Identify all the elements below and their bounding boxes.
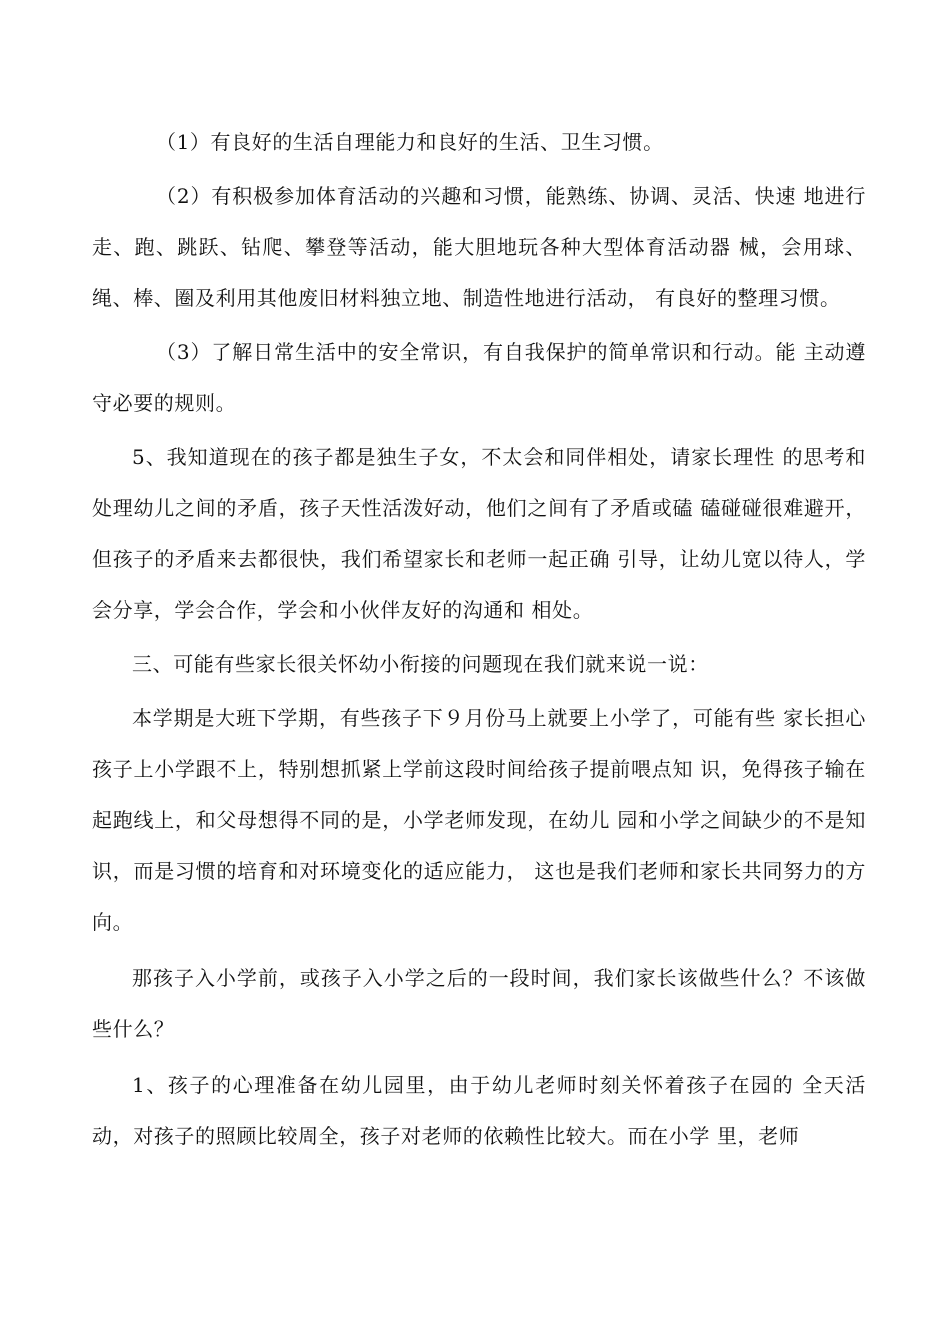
paragraph-8: 1、孩子的心理准备在幼儿园里，由于幼儿老师时刻关怀着孩子在园的 全天活动，对孩子的照顾比较周全，孩子对老师的依赖性比较大。而在小学 里，老师 (92, 1073, 866, 1148)
paragraph-7: 那孩子入小学前，或孩子入小学之后的一段时间，我们家长该做些什么？不该做些什么？ (92, 966, 866, 1041)
paragraph-6: 本学期是大班下学期，有些孩子下９月份马上就要上小学了，可能有些 家长担心孩子上小学跟不上，特别想抓紧上学前这段时间给孩子提前喂点知 识，免得孩子输在起跑线上，和父母想得不同的是，小学老师发现，在幼儿 园和小学之间缺少的不是知识，而是习惯的培育和对环境变化的适应能力， 这也是我们老师和家长共同努力的方向。 (92, 706, 866, 934)
paragraph-5: 三、可能有些家长很关怀幼小衔接的问题现在我们就来说一说： (132, 652, 709, 676)
paragraph-3: （3）了解日常生活中的安全常识，有自我保护的简单常识和行动。能 主动遵守必要的规则。 (92, 340, 866, 415)
paragraph-1: （1）有良好的生活自理能力和良好的生活、卫生习惯。 (156, 130, 664, 154)
document-body (92, 117, 866, 1162)
paragraph-2: （2）有积极参加体育活动的兴趣和习惯，能熟练、协调、灵活、快速 地进行走、跑、跳跃、钻爬、攀登等活动，能大胆地玩各种大型体育活动器 械，会用球、绳、棒、圈及利用其他废旧材料独立地、制造性地进行活动， 有良好的整理习惯。 (92, 184, 866, 310)
paragraph-4: 5、我知道现在的孩子都是独生子女，不太会和同伴相处，请家长理性 的思考和处理幼儿之间的矛盾，孩子天性活泼好动，他们之间有了矛盾或磕 磕碰碰很难避开，但孩子的矛盾来去都很快，我们希望家长和老师一起正确 引导，让幼儿宽以待人，学会分享，学会合作，学会和小伙伴友好的沟通和 相处。 (92, 445, 866, 622)
